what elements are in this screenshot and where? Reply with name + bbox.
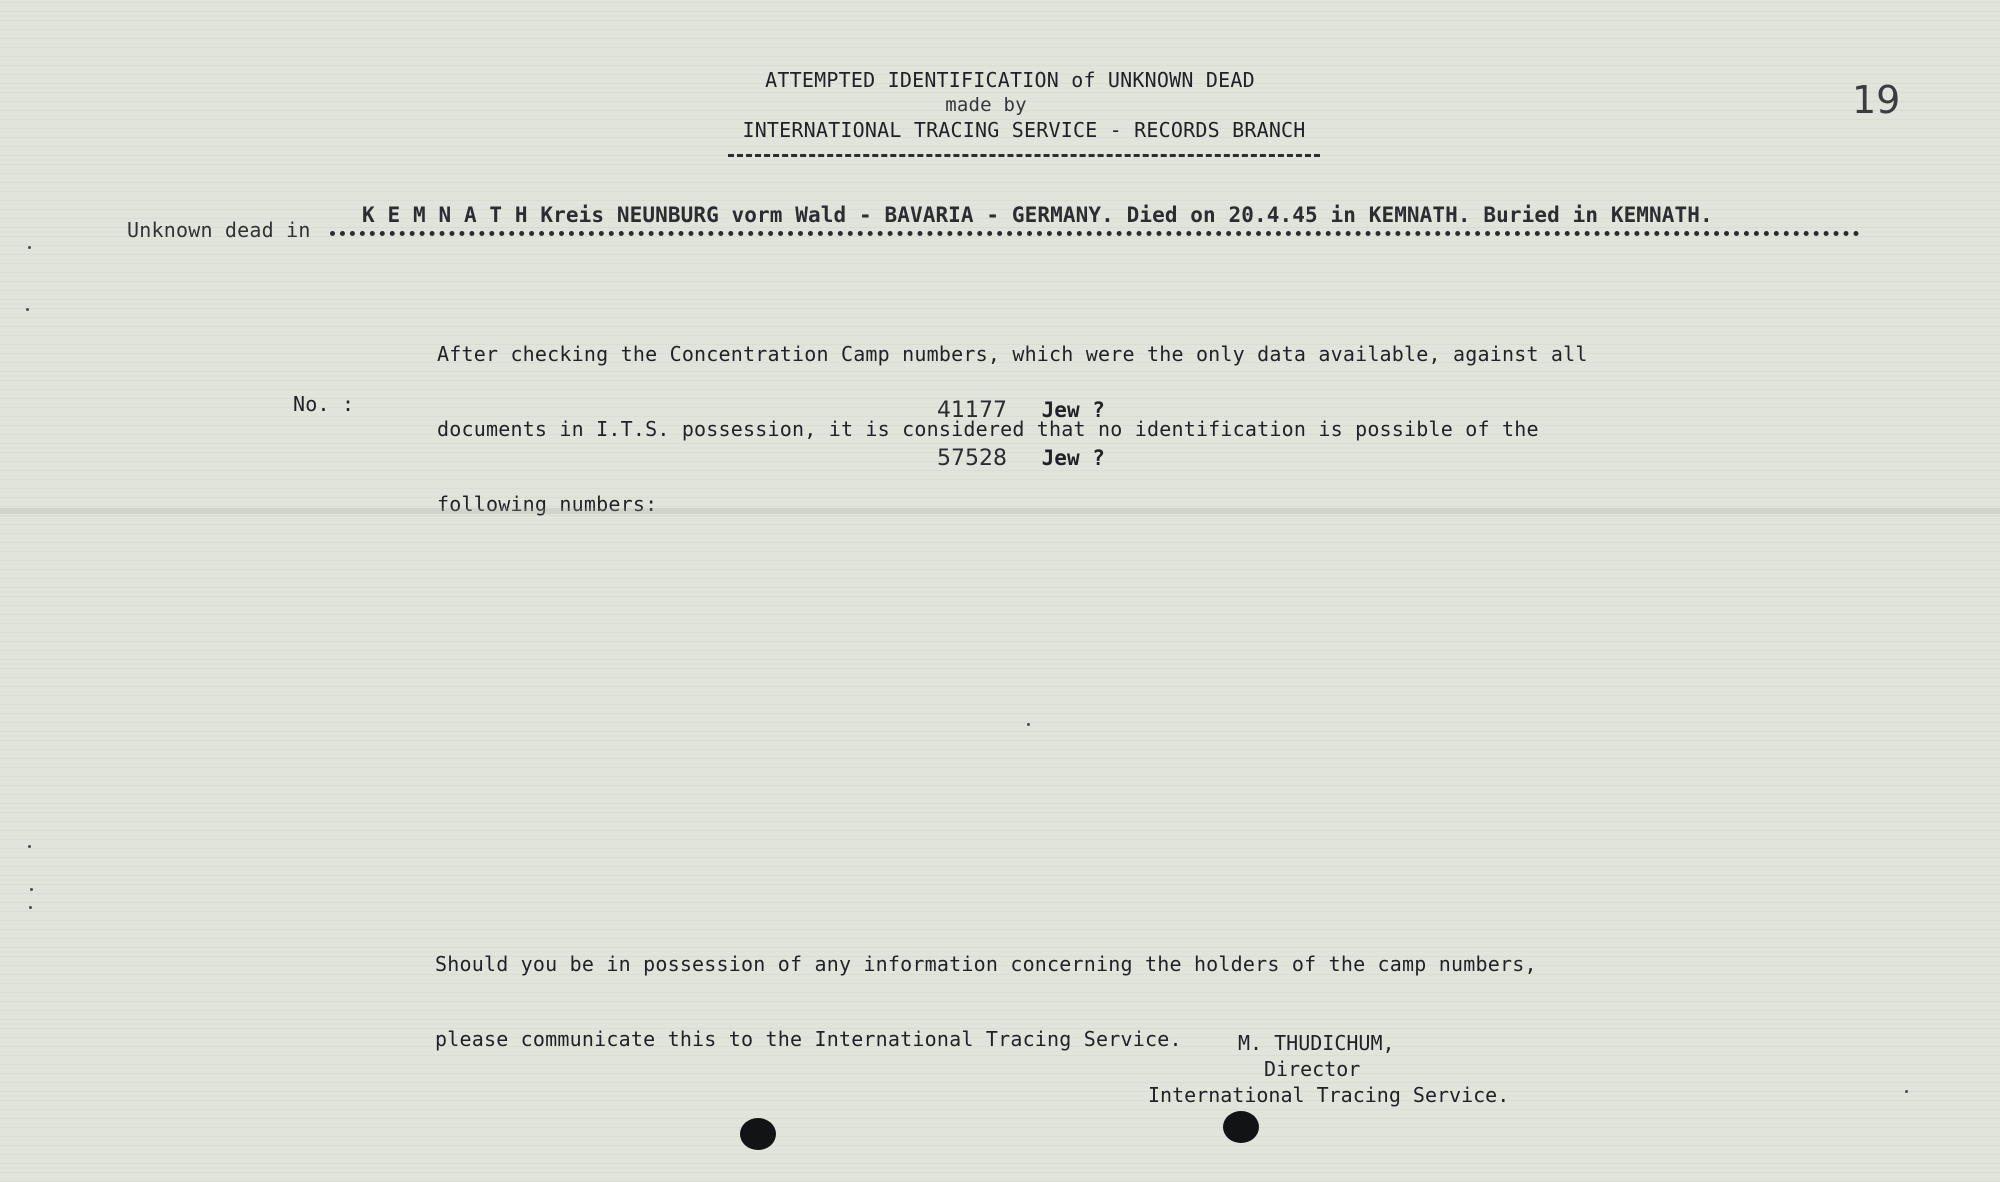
classification: Jew ? [1041, 446, 1105, 470]
paper-speck [28, 845, 31, 848]
paper-speck [29, 906, 32, 909]
paper-speck [30, 888, 33, 891]
header-underline [728, 154, 1320, 157]
camp-number: 41177 [937, 398, 1007, 423]
punch-hole [740, 1118, 776, 1150]
dotted-fill-line [330, 231, 1860, 236]
signatory-title: Director [1264, 1057, 1361, 1081]
paragraph-line: following numbers: [437, 492, 658, 516]
camp-number-row [937, 446, 1105, 471]
paragraph-line: After checking the Concentration Camp numbers, which were the only data available, against all [437, 342, 1588, 366]
paper-speck [1905, 1090, 1908, 1093]
page-number: 19 [1852, 78, 1901, 122]
checking-paragraph [437, 292, 1588, 567]
unknown-dead-label: Unknown dead in [127, 218, 311, 242]
punch-hole [1223, 1111, 1259, 1143]
signatory-name: M. THUDICHUM, [1238, 1031, 1395, 1055]
camp-number: 57528 [937, 446, 1007, 471]
signature-block [1148, 1030, 1509, 1108]
paper-speck [26, 308, 29, 311]
numbers-label: No. : [293, 392, 355, 416]
paper-speck [28, 246, 31, 249]
organization-heading: INTERNATIONAL TRACING SERVICE - RECORDS BRANCH [742, 118, 1306, 142]
paragraph-line: documents in I.T.S. possession, it is considered that no identification is possible of the [437, 417, 1539, 441]
paper-speck [1027, 723, 1030, 726]
unknown-dead-location: K E M N A T H Kreis NEUNBURG vorm Wald - BAVARIA - GERMANY. Died on 20.4.45 in KEMNATH. Buried in KEMNATH. [362, 203, 1713, 227]
paragraph-line: Should you be in possession of any information concerning the holders of the camp numbers, [435, 952, 1537, 976]
classification: Jew ? [1041, 398, 1105, 422]
camp-number-row [937, 398, 1105, 423]
paragraph-line: please communicate this to the International Tracing Service. [435, 1027, 1182, 1051]
made-by-line: made by [945, 94, 1027, 116]
signatory-organization: International Tracing Service. [1148, 1083, 1510, 1107]
document-title: ATTEMPTED IDENTIFICATION of UNKNOWN DEAD [765, 68, 1255, 92]
